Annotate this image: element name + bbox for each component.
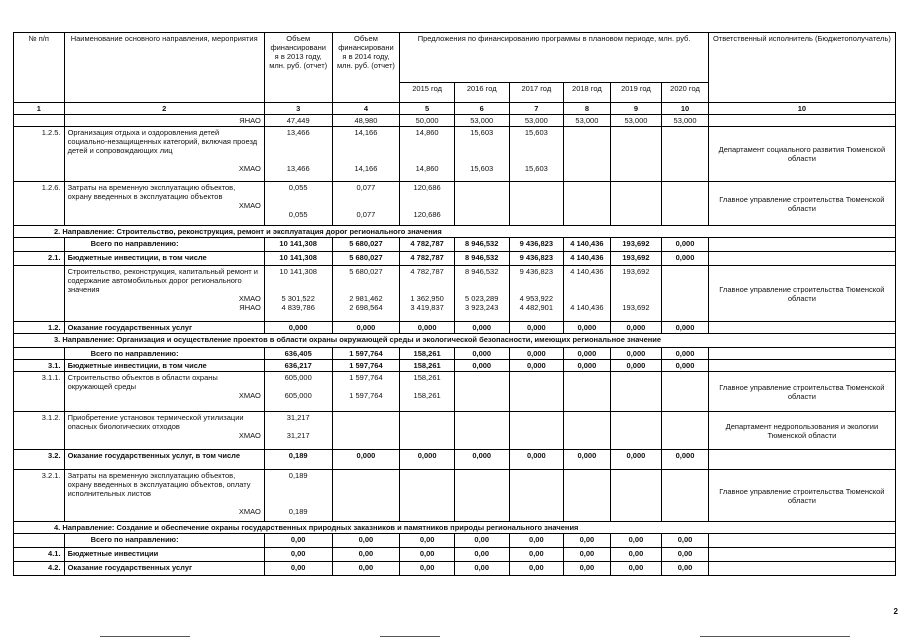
cell-value: 0,00 [400, 562, 455, 576]
cell-value: 0,000 [564, 360, 611, 372]
cell-value: 0,000 [400, 450, 455, 470]
cell-value: 10 141,308 [264, 238, 332, 252]
cell-value: 0,000 [454, 360, 509, 372]
cell-value: 14,860 14,860 [400, 127, 455, 182]
row-number: 3.1.1. [14, 372, 65, 412]
row-name: Всего по направлению: [64, 348, 264, 360]
cell-value: 4 782,787 1 362,950 3 419,837 [400, 266, 455, 322]
cell-value: 0,000 [454, 322, 509, 334]
cell-value: 0,00 [332, 534, 400, 548]
cell-value: 31,217 31,217 [264, 412, 332, 450]
table-row [14, 266, 896, 322]
cell-value: 193,692 [610, 252, 662, 266]
region-label: ХМАО [238, 164, 261, 173]
row-name: Бюджетные инвестиции, в том числе [64, 360, 264, 372]
cell-value: 8 946,532 [454, 238, 509, 252]
cell-value: 1 597,764 [332, 348, 400, 360]
cell-value: 193,692 193,692 [610, 266, 662, 322]
cell-value: 1 597,764 [332, 360, 400, 372]
row-name: Всего по направлению: [64, 534, 264, 548]
cell-value: 0,000 [564, 348, 611, 360]
row-number: 1.2.6. [14, 182, 65, 226]
region-label: ЯНАО [64, 115, 264, 127]
row-name: Оказание государственных услуг [64, 322, 264, 334]
cell-value: 158,261 [400, 348, 455, 360]
cell-value: 10 141,308 [264, 252, 332, 266]
year-2016: 2016 год [454, 83, 509, 103]
cell-value: 0,189 0,189 [264, 470, 332, 522]
region-label: ХМАО [238, 431, 261, 440]
col-number: 2 [64, 103, 264, 115]
responsible-dept: Главное управление строительства Тюменской области [708, 182, 895, 226]
row-name-text: Затраты на временную эксплуатацию объектов, охрану введенных в эксплуатацию объектов [67, 183, 236, 201]
cell-value: 5 680,027 [332, 252, 400, 266]
cell-value: 0,000 [662, 238, 709, 252]
divider [700, 636, 850, 637]
table-row [14, 450, 896, 470]
section-heading-row [14, 226, 896, 238]
cell-value: 0,000 [509, 450, 564, 470]
cell-value: 0,00 [332, 548, 400, 562]
cell-value: 0,000 [509, 348, 564, 360]
year-2020: 2020 год [662, 83, 709, 103]
table-row [14, 348, 896, 360]
cell-value: 53,000 [564, 115, 611, 127]
row-name [64, 470, 264, 522]
cell-value: 0,000 [610, 348, 662, 360]
header-row [14, 33, 896, 83]
cell-value: 0,000 [662, 252, 709, 266]
cell-value: 0,00 [264, 548, 332, 562]
cell-value: 0,000 [400, 322, 455, 334]
section-heading-row [14, 334, 896, 348]
col-responsible-header: Ответственный исполнитель (Бюджетополучатель) [708, 33, 895, 103]
financing-table [13, 32, 896, 576]
row-name-text: Приобретение установок термической утилизации опасных биологических отходов [67, 413, 244, 431]
row-number: 2.1. [14, 252, 65, 266]
year-2019: 2019 год [610, 83, 662, 103]
cell-value: 9 436,823 4 953,922 4 482,901 [509, 266, 564, 322]
year-2015: 2015 год [400, 83, 455, 103]
col-number: 7 [509, 103, 564, 115]
cell-value: 9 436,823 [509, 252, 564, 266]
col-name-header: Наименование основного направления, мероприятия [64, 33, 264, 103]
cell-value: 8 946,532 [454, 252, 509, 266]
cell-value: 0,000 [662, 348, 709, 360]
col-number: 4 [332, 103, 400, 115]
cell-value: 0,000 [662, 360, 709, 372]
cell-value: 48,980 [332, 115, 400, 127]
cell-value: 0,000 [454, 450, 509, 470]
cell-value: 605,000 605,000 [264, 372, 332, 412]
cell-value: 0,00 [454, 548, 509, 562]
responsible-dept: Главное управление строительства Тюменской области [708, 372, 895, 412]
row-number: 4.2. [14, 562, 65, 576]
page-number: 2 [893, 607, 898, 616]
divider [380, 636, 440, 637]
cell-value: 0,000 [564, 322, 611, 334]
table-row [14, 238, 896, 252]
col-number: 8 [564, 103, 611, 115]
row-name-text: Строительство объектов в области охраны окружающей среды [67, 373, 218, 391]
cell-value: 13,466 13,466 [264, 127, 332, 182]
cell-value: 0,00 [509, 548, 564, 562]
responsible-dept: Департамент недропользования и экологии Тюменской области [708, 412, 895, 450]
divider [100, 636, 190, 637]
cell-value: 53,000 [454, 115, 509, 127]
cell-value: 0,00 [400, 534, 455, 548]
row-number: 3.2.1. [14, 470, 65, 522]
cell-value: 0,00 [662, 562, 709, 576]
cell-value: 0,00 [564, 534, 611, 548]
cell-value: 0,000 [509, 360, 564, 372]
cell-value: 0,00 [400, 548, 455, 562]
cell-value: 0,000 [610, 450, 662, 470]
row-number: 4.1. [14, 548, 65, 562]
responsible-dept: Главное управление строительства Тюменской области [708, 266, 895, 322]
row-number: 1.2. [14, 322, 65, 334]
row-name [64, 372, 264, 412]
cell-value: 193,692 [610, 238, 662, 252]
table-row [14, 562, 896, 576]
table-row [14, 470, 896, 522]
region-label: ЯНАО [239, 303, 261, 312]
table-row [14, 372, 896, 412]
section-heading: 3. Направление: Организация и осуществление проектов в области охраны окружающей среды и экологической безопасности, имеющих региональное значение [14, 334, 896, 348]
cell-value: 636,405 [264, 348, 332, 360]
cell-value: 158,261 158,261 [400, 372, 455, 412]
cell-value: 4 140,436 [564, 238, 611, 252]
table-row [14, 252, 896, 266]
row-name-text: Организация отдыха и оздоровления детей социально-незащищенных категорий, включая проезд детей и сопровождающих лиц [67, 128, 258, 155]
cell-value: 0,000 [564, 450, 611, 470]
col-2014-header: Объем финансировани я в 2014 году, млн. руб. (отчет) [332, 33, 400, 103]
cell-value: 0,00 [454, 534, 509, 548]
cell-value: 1 597,764 1 597,764 [332, 372, 400, 412]
row-number: 3.1. [14, 360, 65, 372]
cell-value: 0,00 [610, 548, 662, 562]
table-row [14, 127, 896, 182]
region-label: ХМАО [238, 507, 261, 516]
year-2018: 2018 год [564, 83, 611, 103]
col-proposals-header: Предложения по финансированию программы в плановом периоде, млн. руб. [400, 33, 709, 83]
cell-value: 0,00 [662, 548, 709, 562]
cell-value: 53,000 [610, 115, 662, 127]
cell-value: 9 436,823 [509, 238, 564, 252]
region-label: ХМАО [238, 391, 261, 400]
cell-value: 15,603 15,603 [454, 127, 509, 182]
col-2013-header: Объем финансировани я в 2013 году, млн. руб. (отчет) [264, 33, 332, 103]
cell-value: 158,261 [400, 360, 455, 372]
col-number: 6 [454, 103, 509, 115]
cell-value: 0,189 [264, 450, 332, 470]
cell-value: 0,000 [332, 450, 400, 470]
row-name [64, 182, 264, 226]
cell-value: 0,00 [264, 534, 332, 548]
cell-value: 0,000 [662, 450, 709, 470]
cell-value: 0,000 [662, 322, 709, 334]
col-number: 10 [662, 103, 709, 115]
row-name [64, 266, 264, 322]
cell-value: 0,00 [454, 562, 509, 576]
section-heading: 4. Направление: Создание и обеспечение охраны государственных природных заказников и памятников природы регионального значения [14, 522, 896, 534]
cell-value: 0,000 [332, 322, 400, 334]
cell-value: 0,00 [332, 562, 400, 576]
row-name: Бюджетные инвестиции, в том числе [64, 252, 264, 266]
table-row [14, 115, 896, 127]
table-row [14, 360, 896, 372]
cell-value: 14,166 14,166 [332, 127, 400, 182]
cell-value: 8 946,532 5 023,289 3 923,243 [454, 266, 509, 322]
col-number: 10 [708, 103, 895, 115]
row-name [64, 127, 264, 182]
cell-value: 0,000 [610, 360, 662, 372]
row-name-text: Затраты на временную эксплуатацию объектов, охрану введенных в эксплуатацию объектов, оплату исполнительных листов [67, 471, 251, 498]
cell-value: 0,00 [564, 562, 611, 576]
cell-value: 0,000 [610, 322, 662, 334]
row-name: Всего по направлению: [64, 238, 264, 252]
cell-value: 50,000 [400, 115, 455, 127]
col-number: 1 [14, 103, 65, 115]
cell-value: 0,000 [264, 322, 332, 334]
cell-value: 4 782,787 [400, 252, 455, 266]
region-label: ХМАО [238, 201, 261, 210]
table-row [14, 322, 896, 334]
cell-value: 53,000 [509, 115, 564, 127]
cell-value: 4 140,436 [564, 252, 611, 266]
cell-value: 0,00 [610, 534, 662, 548]
cell-value: 10 141,308 5 301,522 4 839,786 [264, 266, 332, 322]
cell-value: 0,00 [564, 548, 611, 562]
row-number: 3.2. [14, 450, 65, 470]
responsible-dept: Департамент социального развития Тюменской области [708, 127, 895, 182]
cell-value: 5 680,027 [332, 238, 400, 252]
table-row [14, 412, 896, 450]
cell-value: 0,00 [509, 534, 564, 548]
row-name-text: Строительство, реконструкция, капитальный ремонт и содержание автомобильных дорог регионального значения [67, 267, 258, 294]
year-2017: 2017 год [509, 83, 564, 103]
section-heading-row [14, 522, 896, 534]
row-name: Оказание государственных услуг, в том числе [64, 450, 264, 470]
table-row [14, 548, 896, 562]
row-name: Бюджетные инвестиции [64, 548, 264, 562]
cell-value: 0,00 [610, 562, 662, 576]
cell-value: 53,000 [662, 115, 709, 127]
cell-value: 4 140,436 4 140,436 [564, 266, 611, 322]
cell-value: 0,00 [509, 562, 564, 576]
responsible-dept: Главное управление строительства Тюменской области [708, 470, 895, 522]
row-name [64, 412, 264, 450]
cell-value: 0,077 0,077 [332, 182, 400, 226]
col-num-header: № п/п [14, 33, 65, 103]
cell-value: 120,686 120,686 [400, 182, 455, 226]
cell-value: 0,00 [264, 562, 332, 576]
cell-value: 636,217 [264, 360, 332, 372]
col-number: 3 [264, 103, 332, 115]
row-number: 1.2.5. [14, 127, 65, 182]
cell-value: 0,000 [509, 322, 564, 334]
cell-value: 5 680,027 2 981,462 2 698,564 [332, 266, 400, 322]
section-heading: 2. Направление: Строительство, реконструкция, ремонт и эксплуатация дорог регионального значения [14, 226, 896, 238]
row-name: Оказание государственных услуг [64, 562, 264, 576]
region-label: ХМАО [238, 294, 261, 303]
col-number: 9 [610, 103, 662, 115]
col-number: 5 [400, 103, 455, 115]
cell-value: 0,055 0,055 [264, 182, 332, 226]
cell-value: 15,603 15,603 [509, 127, 564, 182]
cell-value: 47,449 [264, 115, 332, 127]
column-numbers-row [14, 103, 896, 115]
cell-value: 0,000 [454, 348, 509, 360]
cell-value: 0,00 [662, 534, 709, 548]
row-number: 3.1.2. [14, 412, 65, 450]
table-row [14, 182, 896, 226]
cell-value: 4 782,787 [400, 238, 455, 252]
table-row [14, 534, 896, 548]
